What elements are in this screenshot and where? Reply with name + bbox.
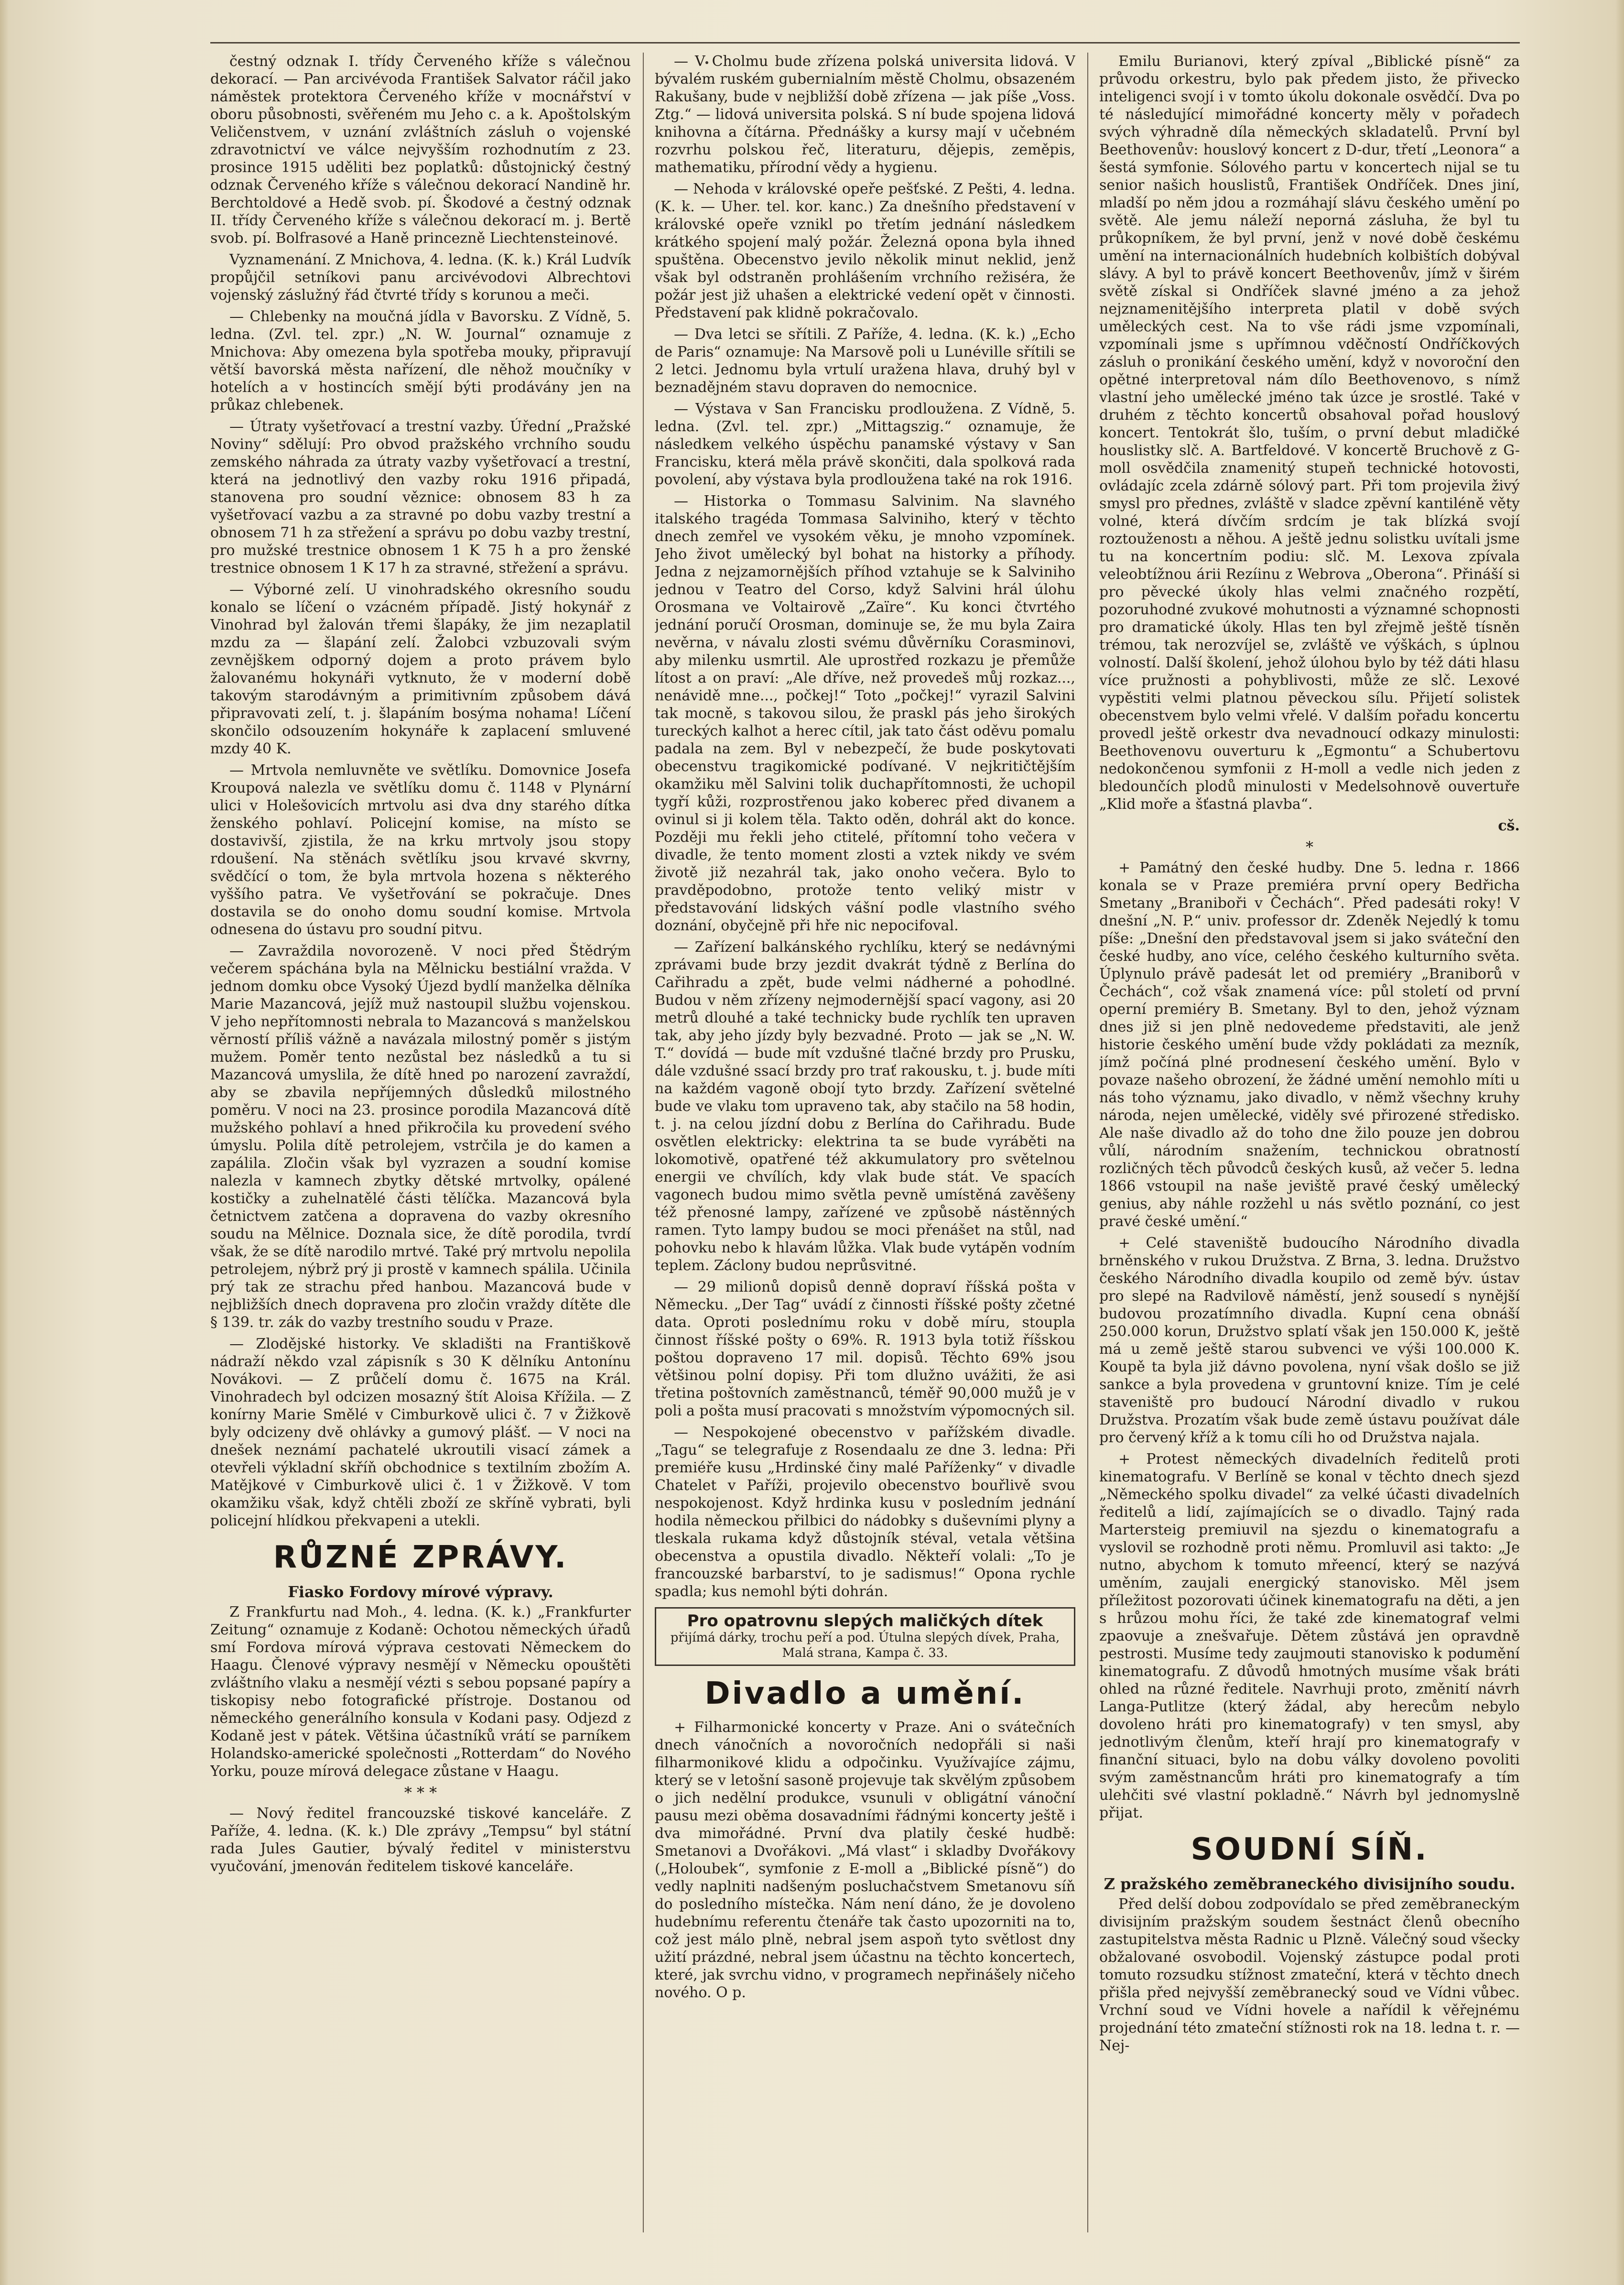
article: — Zařízení balkánského rychlíku, který se nedávnými zprávami bude brzy jezdit dvakrát týdně z Berlína do Cařihradu a zpět, bude velmi nádherné a pohodlné. Budou v něm zřízeny nejmodernější spací vagony, asi 20 metrů dlouhé a také technicky bude rychlík ten upraven tak, aby jeho jízdy byly bezvadné. Proto — jak se „N. W. T.“ dovídá — bude mít vzdušné tlačné brzdy pro Prusku, dále vzdušné ssací brzdy pro trať rakousku, t. j. bude míti na každém vagoně obojí tyto brzdy. Zařízení světelné bude ve vlaku tom upraveno tak, aby stačilo na 58 hodin, t. j. na celou jízdní dobu z Berlína do Cařihradu. Bude osvětlen elektricky: elektrina ta se bude vyráběti na lokomotivě, opatřené též akkumulatory pro světelnou energii ve chvílích, kdy vlak bude stát. Ve spacích vagonech budou mimo světla pevně umístěná zavěšeny též přenosné lampy, zařízené ve způsobě nástěnných ramen. Tyto lampy budou se moci přenášet na stůl, nad pohovku nebo k hlavám lůžka. Vlak bude vytápěn vodním teplem. Záclony budou neprůsvitné. bbox=[655, 939, 1075, 1274]
article: — 29 milionů dopisů denně dopraví říšská pošta v Německu. „Der Tag“ uvádí z činnosti říšské pošty zčetné data. Oproti poslednímu roku v době míru, stoupla činnost říšské pošty o 69%. R. 1913 byla totiž říšskou poštou dopraveno 17 mil. dopisů. Těchto 69% jsou většinou polní dopisy. Při tom dlužno uvážiti, že asi třetina poštovních zaměstnanců, téměř 90,000 mužů je v poli a pošta musí pracovati s množstvím výpomocných sil. bbox=[655, 1279, 1075, 1419]
article: — Zavraždila novorozeně. V noci před Štědrým večerem spáchána byla na Mělnicku bestiální vražda. V jednom domku obce Vysoký Újezd bydlí manželka dělníka Marie Mazancová, jejíž muž nastoupil službu vojenskou. V jeho nepřítomnosti nebrala to Mazancová s manželskou věrností příliš vážně a navázala milostný poměr s jistým mužem. Poměr tento nezůstal bez následků a tu si Mazancová umyslila, že dítě hned po narození zavraždí, aby se zbavila nepříjemných důsledků milostného poměru. V noci na 23. prosince porodila Mazancová dítě mužského pohlaví a hned přikročila ku provedení svého úmyslu. Polila dítě petrolejem, vstrčila je do kamen a zapálila. Zločin však byl vyzrazen a soudní komise nalezla v kamnech zbytky dětské mrtvolky, opálené kostičky a zuhelnatělé části tělíčka. Mazancová byla četnictvem zatčena a dopravena do vazby okresního soudu na Mělnice. Doznala sice, že dítě porodila, tvrdí však, že se dítě narodilo mrtvé. Také prý mrtvolu nepolila petrolejem, nýbrž prý ji prostě v kamnech spálila. Učinila prý tak ze strachu před hanbou. Mazancová bude v nejbližších dnech dopravena pro zločin vraždy dítěte dle § 139. tr. zák do vazby trestního soudu v Praze. bbox=[210, 943, 631, 1331]
article: — Útraty vyšetřovací a trestní vazby. Úřední „Pražské Noviny“ sdělují: Pro obvod pražského vrchního soudu zemského náhrada za útraty vazby vyšetřovací a trestní, která na jednotlivý den vazby roku 1916 připadá, stanovena pro soudní věznice: obnosem 83 h za vyšetřovací vazbu a za stravné po dobu vazby trestní a obnosem 71 h za střežení a správu po dobu vazby trestní, pro mužské trestnice obnosem 1 K 75 h a pro ženské trestnice obnosem 1 K 17 h za stravné, střežení a správu. bbox=[210, 418, 631, 577]
section-heading-ruzne-zpravy: RŮZNÉ ZPRÁVY. bbox=[273, 1540, 568, 1575]
article-title: Fiasko Fordovy mírové výpravy. bbox=[288, 1583, 553, 1601]
column-rule bbox=[643, 53, 644, 2232]
separator-star: * bbox=[1306, 838, 1313, 856]
article: — Chlebenky na moučná jídla v Bavorsku. Z Vídně, 5. ledna. (Zvl. tel. zpr.) „N. W. Journal“ oznamuje z Mnichova: Aby omezena byla spotřeba mouky, připravují větší bavorská města nařízení, dle něhož moučníky v hotelích a v hostincích smějí býti prodávány jen na průkaz chlebenek. bbox=[210, 308, 631, 413]
article: — Nehoda v královské opeře pešťské. Z Pešti, 4. ledna. (K. k. — Uher. tel. kor. kanc.) Za dnešního představení v královské opeře vznikl po třetím jednání následkem krátkého spojení malý požár. Železná opona byla ihned spuštěna. Obecenstvo jevilo několik minut neklid, jenž však byl odstraněn prohlášením vrchního režiséra, že požár jest již uhašen a elektrické vedení opět v činnosti. Představení pak klidně pokračovalo. bbox=[655, 181, 1075, 321]
article: Z Frankfurtu nad Moh., 4. ledna. (K. k.) „Frankfurter Zeitung“ oznamuje z Kodaně: Ochotou německých úřadů smí Fordova mírová výprava cestovati Německem do Haagu. Členové výpravy nesmějí v Německu opouštěti zvláštního vlaku a nesmějí vézti s sebou popsané papíry a tiskopisy nebo fotografické přístroje. Dostanou od německého generálního konsula v Kodani pasy. Odjezd z Kodaně jest v pátek. Většina účastníků vrátí se parníkem Holandsko-americké společnosti „Rotterdam“ do Nového Yorku, pouze mírová delegace zůstane v Haagu. bbox=[210, 1604, 631, 1780]
notice-title: Pro opatrovnu slepých maličkých dítek bbox=[687, 1611, 1043, 1631]
separator-stars: * * * bbox=[404, 1784, 437, 1802]
column-1 bbox=[210, 53, 631, 2252]
article: — Výstava v San Francisku prodloužena. Z Vídně, 5. ledna. (Zvl. tel. zpr.) „Mittagszig.“ oznamuje, že následkem velkého úspěchu panamské výstavy v San Francisku, která měla právě skončiti, dala spolková rada povolení, aby výstava byla prodloužena také na rok 1916. bbox=[655, 401, 1075, 488]
notice-text: přijímá dárky, trochu peří a pod. Útulna slepých dívek, Praha, Malá strana, Kampa č. 33. bbox=[670, 1631, 1060, 1660]
article: Vyznamenání. Z Mnichova, 4. ledna. (K. k.) Král Ludvík propůjčil setníkovi panu arcivévodovi Albrechtovi vojenský záslužný řád čtvrté třídy s korunou a meči. bbox=[210, 251, 631, 304]
article: — Dva letci se sřítili. Z Paříže, 4. ledna. (K. k.) „Echo de Paris“ oznamuje: Na Marsově poli u Lunéville sřítili se 2 letci. Jednomu byla vrtulí uražena hlava, druhý byl v beznadějném stavu dopraven do nemocnice. bbox=[655, 326, 1075, 396]
column-2 bbox=[655, 53, 1075, 2252]
article: + Celé staveniště budoucího Národního divadla brněnského v rukou Družstva. Z Brna, 3. ledna. Družstvo českého Národního divadla koupilo od země býv. ústav pro slepé na Radvilově náměstí, jenž sousedí s nynější budovou prozatímního divadla. Kupní cena obnáší 250.000 korun, Družstvo splatí však jen 150.000 K, ještě má u země ještě starou subvenci ve výši 100.000 K. Koupě ta byla již dávno povolena, nyní však došlo se již sankce a byla provedena v gruntovní knize. Tím je celé staveniště pro budoucí Národní divadlo v rukou Družstva. Prozatím však bude země ústavu používat dále pro červený kříž a k tomu cíli ho od Družstva najala. bbox=[1099, 1235, 1520, 1446]
section-heading-divadlo-a-umeni: Divadlo a umění. bbox=[704, 1676, 1026, 1711]
article: — Historka o Tommasu Salvinim. Na slavného italského tragéda Tommasa Salviniho, který v těchto dnech zemřel ve vysokém věku, je mnoho vzpomínek. Jeho život umělecký byl bohat na historky a příhody. Jedna z nejzamornějších příhod vztahuje se k Salviniho jednou v Teatro del Corso, když Salvini hrál úlohu Orosmana ve Voltairově „Zaïre“. Ku konci čtvrtého jednání poručí Orosman, dominuje se, že mu byla Zaira nevěrna, v návalu zlosti svému důvěrníku Corasminovi, aby milenku usmrtil. Ale uprostřed rozkazu je přemůže lítost a on praví: „Ale dříve, než provedeš můj rozkaz..., nenávidě mne..., počkej!“ Toto „počkej!“ vyrazil Salvini tak mocně, s takovou silou, že praskl pás jeho širokých tureckých kalhot a herec cítil, jak tato část oděvu pomalu padala na zem. Byl v nebezpečí, že bude poskytovati obecenstvu tragikomické podívané. V nejkritičtějším okamžiku měl Salvini tolik duchapřítomnosti, že uchopil tygří kůži, rozprostřenou jako koberec před divanem a ovinul si ji kolem těla. Takto oděn, dohrál akt do konce. Později mu řekli jeho ctitelé, přítomní toho večera v divadle, že tento moment zlosti a vztek nikdy ve svém životě již nezahrál tak, jako onoho večera. Bylo to pravděpodobno, protože tento veliký mistr v představování lidských vášní podle vlastního svého doznání, obyčejně při hře nic nepocifoval. bbox=[655, 493, 1075, 934]
article: — V Cholmu bude zřízena polská universita lidová. V bývalém ruském gubernialním městě Cholmu, obsazeném Rakušany, bude v nejbližší době zřízena — jak píše „Voss. Ztg.“ — lidová universita polská. S ní bude spojena lidová knihovna a čítárna. Přednášky a kursy mají v učebném rozvrhu polskou řeč, literaturu, dějepis, zeměpis, mathematiku, přírodní vědy a hygienu. bbox=[655, 53, 1075, 176]
column-3 bbox=[1099, 53, 1520, 2252]
article: — Zlodějské historky. Ve skladišti na Františkově nádraží někdo vzal zápisník s 30 K dělníku Antonínu Novákovi. — Z průčelí domu č. 1675 na Král. Vinohradech byl odcizen mosazný štít Aloisa Křížila. — Z konírny Marie Smělé v Cimburkově ulici č. 7 v Žižkově byly odcizeny dvě ohlávky a gumový plášť. — V noci na dnešek neznámí pachatelé ukroutili visací zámek a otevřeli výkladní skříň obchodnice s textilním zbožím A. Matějkové v Cimburkově ulici č. 1 v Žižkově. V tom okamžiku však, když chtěli zboží ze skříně vybrati, byli policejní hlídkou překvapeni a utekli. bbox=[210, 1336, 631, 1529]
article: + Památný den české hudby. Dne 5. ledna r. 1866 konala se v Praze premiéra první opery Bedřicha Smetany „Braniboři v Čechách“. Před padesáti roky! V dnešní „N. P.“ univ. professor dr. Zdeněk Nejedlý k tomu píše: „Dnešní den představoval jsem si jako sváteční den české hudby, ano více, celého českého kulturního světa. Úplynulo právě padesát let od premiéry „Braniborů v Čechách“, což však znamená více: půl století od první operní premiéry B. Smetany. Byl to den, jehož význam dnes již si jen plně nedovedeme představiti, ale jenž historie českého umění bude vždy pokládati za mezník, jímž počíná plné prodnesení českého umění. Bylo v povaze našeho obrození, že žádné umění nemohlo míti u nás toho významu, jako divadlo, v němž všechny kruhy národa, nejen umělecké, viděly své přirozené středisko. Ale naše divadlo až do toho dne žilo pouze jen dobrou vůlí, národním snažením, technickou obratností rozličných těch původců českých kusů, až večer 5. ledna 1866 vstoupil na naše jeviště pravé český umělecký genius, aby náhle rozžehl u nás světlo poznání, co jest pravé české umění.“ bbox=[1099, 860, 1520, 1230]
author-signature: cš. bbox=[1498, 817, 1520, 834]
page-edge-shadow bbox=[0, 0, 9, 2285]
charity-notice-box bbox=[655, 1607, 1075, 1666]
article: — Výborné zelí. U vinohradského okresního soudu konalo se líčení o vzácném případě. Jistý hokynář z Vinohrad byl žalován třemi šlapáky, že jim nezaplatil mzdu za — šlapání zelí. Žalobci vzbuzovali svým zevnějškem odporný dojem a proto právem bylo žalovanému hokynáři vytknuto, že v moderní době takovým starodávným a primitivním způsobem dává připravovati zelí, t. j. šlapáním bosýma nohama! Líčení skončilo odsouzením hokynáře k zaplacení smluvené mzdy 40 K. bbox=[210, 581, 631, 757]
page-edge-shadow bbox=[1615, 0, 1624, 2285]
article: — Nový ředitel francouzské tiskové kanceláře. Z Paříže, 4. ledna. (K. k.) Dle zprávy „Tempsu“ byl státní rada Jules Gautier, bývalý ředitel v ministerstvu vyučování, jmenován ředitelem tiskové kanceláře. bbox=[210, 1805, 631, 1875]
article-title: Z pražského zeměbraneckého divisijního soudu. bbox=[1104, 1875, 1516, 1893]
article: čestný odznak I. třídy Červeného kříže s válečnou dekorací. — Pan arcivévoda František Salvator ráčil jako náměstek protektora Červeného kříže v mocnářství v oboru působnosti, svěřeném mu Jeho c. a k. Apoštolským Veličenstvem, v uznání zvláštních zásluh o vojenské zdravotnictví ve válce nejvyšším rozhodnutím z 23. prosince 1915 uděliti bez poplatků: důstojnický čestný odznak Červeného kříže s válečnou dekorací Nandině hr. Berchtoldové a Hedě svob. pí. Škodové a čestný odznak II. třídy Červeného kříže s válečnou dekorací m. j. Bertě svob. pí. Bolfrasové a Haně princezně Liechtensteinové. bbox=[210, 53, 631, 247]
article: Před delší dobou zodpovídalo se před zeměbraneckým divisijním pražským soudem šestnáct členů obecního zastupitelstva města Radnic u Plzně. Válečný soud všecky obžalované osvobodil. Vojenský zástupce podal proti tomuto rozsudku stížnost zmateční, která v těchto dnech přišla před nejvyšší zeměbranecký soud ve Vídni vůbec. Vrchní soud ve Vídni hovele a nařídil k věřejnému projednání této zmateční stížnosti rok na 18. ledna t. r. — Nej- bbox=[1099, 1896, 1520, 2054]
article: — Mrtvola nemluvněte ve světlíku. Domovnice Josefa Kroupová nalezla ve světlíku domu č. 1148 v Plynární ulici v Holešovicích mrtvolu asi dva dny starého dítka ženského pohlaví. Policejní komise, na místo se dostavivší, zjistila, že na krku mrtvoly jsou stopy rdoušení. Na stěnách světlíku jsou krvavé skvrny, svědčící o tom, že byla mrtvola hozena s některého vyššího patra. Ve vyšetřování se pokračuje. Dnes dostavila se do onoho domu soudní komise. Mrtvola odnesena do ústavu pro soudní pitvu. bbox=[210, 762, 631, 938]
top-rule bbox=[210, 42, 1520, 44]
article: — Nespokojené obecenstvo v pařížském divadle. „Tagu“ se telegrafuje z Rosendaalu ze dne 3. ledna: Při premiéře kusu „Hrdinské činy malé Paříženky“ v divadle Chatelet v Paříži, projevilo obecenstvo bouřlivě svou nespokojenost. Když hrdinka kusu v posledním jednání hodila německou přilbici do nádobky s duševními plyny a tleskala rukama když důstojník stéval, vetala většina obecenstva a opustila divadlo. Někteří volali: „To je francouzské barbarství, to je sadismus!“ Opona rychle spadla; kus nemohl býti dohrán. bbox=[655, 1424, 1075, 1600]
article: + Protest německých divadelních ředitelů proti kinematografu. V Berlíně se konal v těchto dnech sjezd „Německého spolku divadel“ za velké účasti divadelních ředitelů a lidí, zajímajících se o divadlo. Tajný rada Martersteig premiuvil na sjezdu o kinematografu a vyslovil se rozhodně proti němu. Promluvil asi takto: „Je nutno, abychom k tomuto mřeencí, který se nazývá uměním, zaujali energický stanovisko. Měl jsem příležitost pozorovati účinek kinematografu na děti, a jen s hrůzou mohu říci, že také zde kinematograf velmi zpaovuje a znešvařuje. Dětem zůstává jen opravdně pestrosti. Musíme tedy zaujmouti stanovisko k podumění kinematografu. Z důvodů hmotných musíme však bráti ohled na různé ředitele. Navrhuji proto, změnití návrh Langa-Putlitze (který žádal, aby herecům nebylo dovoleno hráti pro kinematografy) v ten smysl, aby jednotlivým členům, kteří hrají pro kinematografy v finanční situaci, bylo na dobu války dovoleno povoliti svým zaměstnancům hráti pro kinematografy a tím ulehčiti své vlastní pokladně.“ Návrh byl jednomyslně přijat. bbox=[1099, 1451, 1520, 1821]
article: + Filharmonické koncerty v Praze. Ani o svátečních dnech vánočních a novoročních nedopřáli si naši filharmonikové klidu a odpočinku. Využívajíce zájmu, který se v letošní sasoně projevuje tak skvělým způsobem o jich nedělní produkce, vsunuli v obligátní vánoční pausu mezi oběma dosavadními řádnými koncerty ještě i dva mimořádné. První dva platily české hudbě: Smetanovi a Dvořákovi. „Má vlast“ i skladby Dvořákovy („Holoubek“, symfonie z E-moll a „Biblické písně“) do vedly naplniti nadšeným posluchačstvem Smetanovu síň do posledního místečka. Nám není dáno, že je dovoleno hudebnímu referentu čtenáře tak často upozorniti na to, což jest málo plně, nebral jsem aspoň tyto světlost dny užití prázdné, nebral jsem účastnu na těchto koncertech, které, jak svrchu vidno, v programech nepřinášely ničeho nového. O p. bbox=[655, 1719, 1075, 2001]
column-rule bbox=[1087, 53, 1088, 2232]
article: Emilu Burianovi, který zpíval „Biblické písně“ za průvodu orkestru, bylo pak předem jisto, že přivecko inteligenci svojí i v tomto úkolu dokonale osvědčí. Dva po té následující mimořádné koncerty měly v pořadech svých výhradně díla německých skladatelů. První byl Beethovenův: houslový koncert z D-dur, třetí „Leonora“ a šestá symfonie. Sólového partu v koncertech nijal se tu senior našich houslistů, František Ondříček. Dnes jiní, mladší po něm jdou a rozmáhají slávu českého umění po světě. Ale jemu náleží neporná zásluha, že byl tu průkopníkem, že byl první, jenž v nové době českému umění na internacionálních hudebních kolbištích dobýval slávy. A byl to právě koncert Beethovenův, jímž v širém světě získal si Ondříček slavné jméno a za jehož nejznamenitějšího interpreta platil v době svých uměleckých cest. Na to vše rádi jsme vzpomínali, vzpomínali jsme s upřímnou vděčností Ondříčkových zásluh o pronikání českého umění, když v novoroční den opětné interpretoval nám dílo Beethovenovo, s nímž vlastní jeho umělecké jméno tak úzce je srostlé. Také v druhém z těchto koncertů obsahoval pořad houslový koncert. Tentokrát šlo, tuším, o první debut mladičké houslistky slč. A. Bartfeldové. V koncertě Bruchově z G-moll osvědčila znamenitý stupeň technické hotovosti, ovládajíc zcela zdárně sólový part. Při tom projevila živý smysl pro přednes, zvláště v sladce zpěvní kantiléně věty volné, která dívčím srdcím je tak blízká svojí roztouženostı a něhou. A ještě jednu solistku uvítali jsme tu na koncertním podiu: slč. M. Lexova zpívala veleobtížnou árii Rezíinu z Webrova „Oberona“. Přináší si pro pěvecké úkoly hlas velmi značného rozpětí, pozoruhodné zvukové mohutnosti a významné schopnosti pro dramatické úkoly. Hlas ten byl zřejmě ještě tísněn trémou, tak nerozvíjel se, zvláště ve výškách, s úplnou volností. Další školení, jehož úlohou bylo by též dáti hlasu více pružnosti a pohyblivosti, může ze slč. Lexové vypěstiti velmi platnou pěveckou sílu. Přijetí solistek obecenstvem bylo velmi vřelé. V dalším pořadu koncertu provedl ještě orkestr dva nevadnoucí odkazy minulosti: Beethovenovu ouverturu k „Egmontu“ a Schubertovu nedokončenou symfonii z H-moll a vedle nich jeden z bledounčích plodů minulosti v Medelsohnově ouvertuře „Klid moře a šťastná plavba“. bbox=[1099, 53, 1520, 813]
section-heading-soudni-sin: SOUDNÍ SÍŇ. bbox=[1191, 1832, 1429, 1867]
